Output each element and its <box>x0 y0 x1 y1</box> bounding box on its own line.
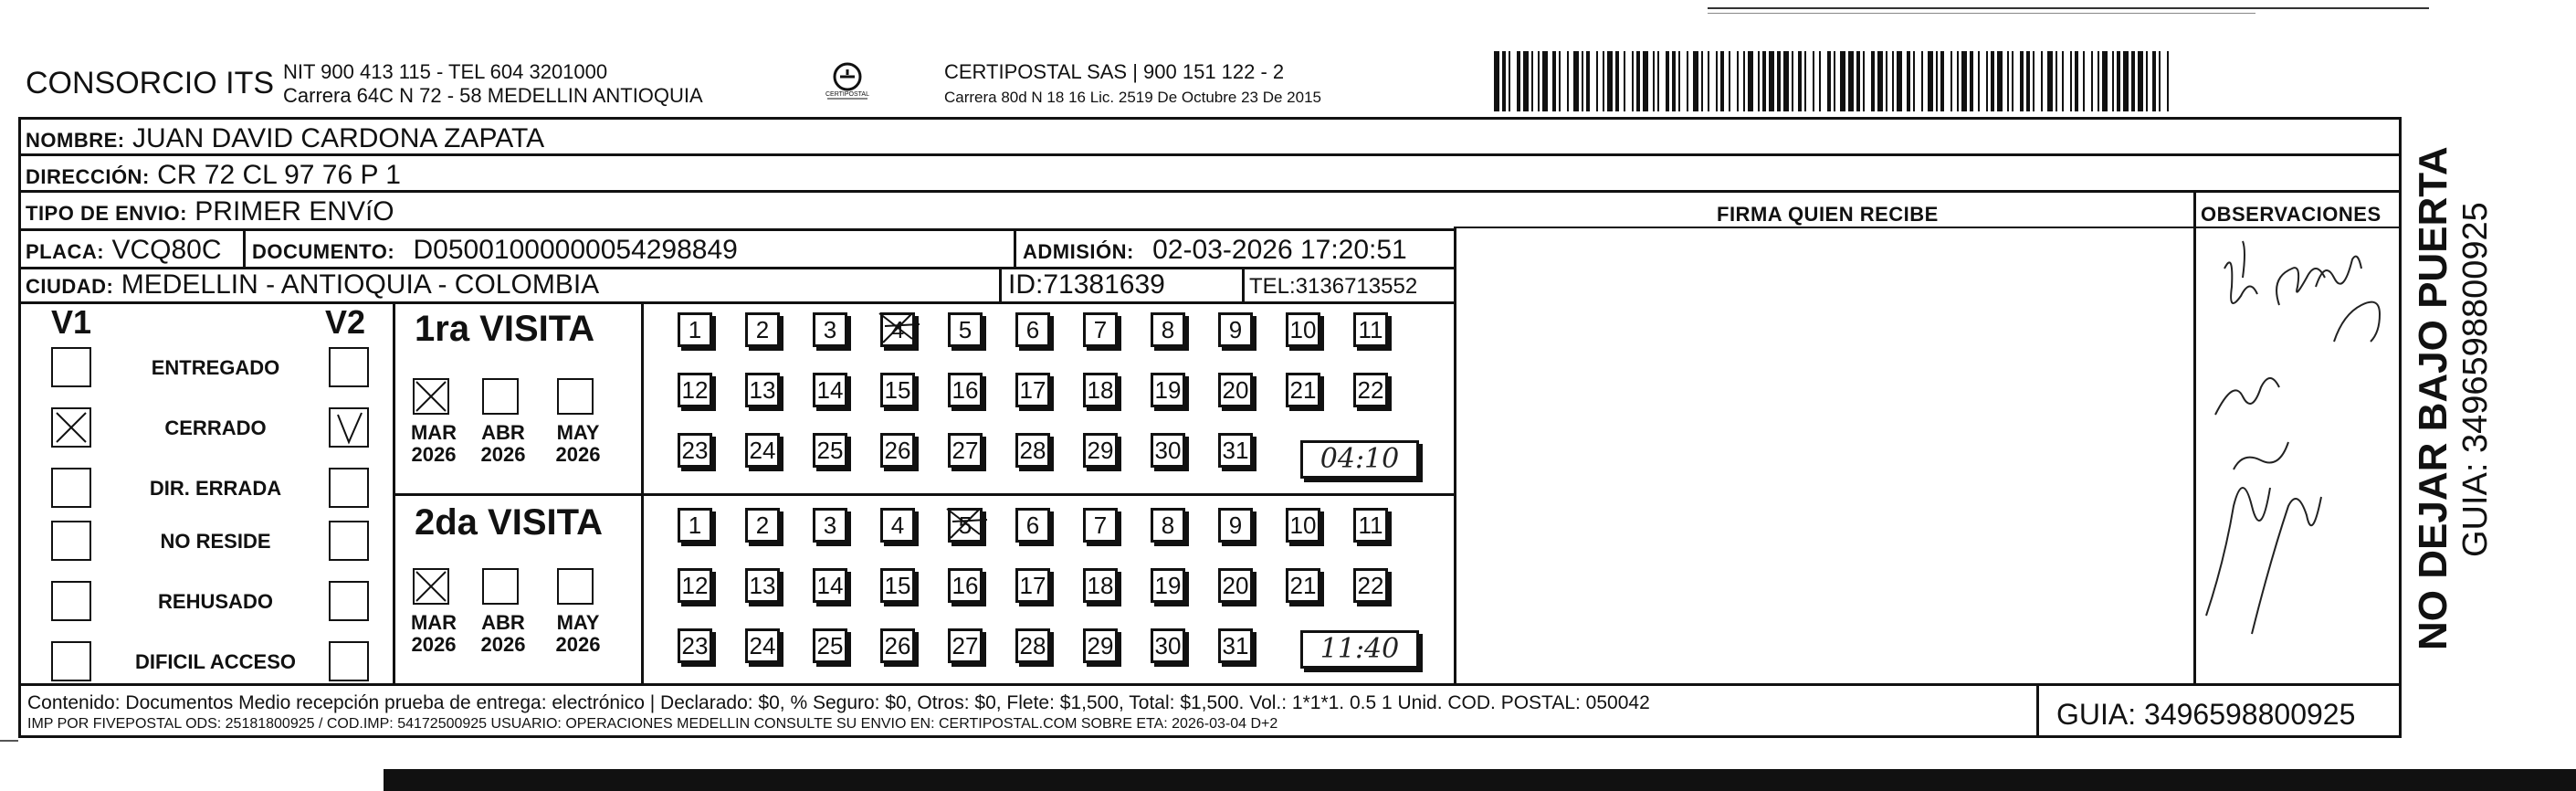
day-box[interactable] <box>745 568 780 603</box>
month-year: 2026 <box>411 633 457 656</box>
col-rule <box>1454 227 1456 683</box>
day-number: 25 <box>816 437 844 464</box>
month-checkbox[interactable] <box>482 568 519 605</box>
day-box[interactable] <box>1286 373 1320 407</box>
day-box[interactable] <box>1083 568 1118 603</box>
day-box[interactable] <box>1218 312 1253 347</box>
month-year: 2026 <box>480 633 526 656</box>
status-label: DIFICIL ACCESO <box>134 650 296 673</box>
day-number: 8 <box>1161 512 1175 539</box>
day-box[interactable] <box>1015 312 1050 347</box>
month-checkbox[interactable] <box>557 568 594 605</box>
day-number: 14 <box>816 572 844 599</box>
day-number: 25 <box>816 632 844 659</box>
month-name: MAR <box>410 611 457 634</box>
day-number: 22 <box>1357 376 1384 404</box>
month-checkbox[interactable] <box>482 378 519 415</box>
day-number: 8 <box>1161 316 1175 343</box>
day-number: 13 <box>749 572 776 599</box>
day-box[interactable] <box>745 312 780 347</box>
day-box[interactable] <box>1286 508 1320 543</box>
day-box[interactable] <box>1151 568 1185 603</box>
day-box[interactable] <box>813 433 847 468</box>
observaciones-header: OBSERVACIONES <box>2201 203 2381 226</box>
day-box[interactable] <box>678 568 712 603</box>
day-box[interactable] <box>678 433 712 468</box>
day-box[interactable] <box>1353 373 1388 407</box>
tel-value: TEL:3136713552 <box>1249 274 1418 299</box>
month-label <box>402 422 466 466</box>
day-number: 29 <box>1087 632 1114 659</box>
day-number: 9 <box>1228 512 1243 539</box>
header-rule <box>1456 227 2402 228</box>
barcode <box>1494 51 2177 113</box>
v2-checkbox[interactable] <box>329 347 369 387</box>
cell-rule <box>999 269 1002 301</box>
day-number: 22 <box>1357 572 1384 599</box>
day-number: 15 <box>884 572 911 599</box>
day-box[interactable] <box>1218 433 1253 468</box>
day-number: 31 <box>1222 437 1249 464</box>
day-number: 27 <box>952 632 979 659</box>
day-number: 29 <box>1087 437 1114 464</box>
day-box[interactable] <box>745 373 780 407</box>
col-rule <box>393 301 395 683</box>
day-number: 7 <box>1093 316 1108 343</box>
month-year: 2026 <box>555 443 601 466</box>
top-rule-thin <box>1708 13 2255 14</box>
logo-text: CERTIPOSTAL <box>825 91 869 98</box>
month-name: ABR <box>481 611 525 634</box>
status-label: REHUSADO <box>158 590 273 613</box>
carrier-name: CERTIPOSTAL SAS | 900 151 122 - 2 <box>944 60 1285 83</box>
day-number: 28 <box>1019 437 1046 464</box>
day-box[interactable] <box>1286 312 1320 347</box>
day-box[interactable] <box>948 568 983 603</box>
day-number: 17 <box>1019 376 1046 404</box>
nombre-label: NOMBRE: <box>26 129 125 152</box>
v1-checkbox[interactable] <box>51 641 91 681</box>
day-number: 21 <box>1289 376 1317 404</box>
day-number: 11 <box>1358 512 1383 539</box>
day-number: 6 <box>1025 316 1040 343</box>
month-label <box>402 612 466 656</box>
col-rule <box>2193 192 2196 683</box>
col-rule <box>641 301 644 683</box>
month-name: ABR <box>481 421 525 444</box>
day-box[interactable] <box>1151 312 1185 347</box>
day-box[interactable] <box>948 508 983 543</box>
day-box[interactable] <box>1151 433 1185 468</box>
nombre-value: JUAN DAVID CARDONA ZAPATA <box>131 123 545 153</box>
cell-rule <box>243 230 246 267</box>
day-box[interactable] <box>745 433 780 468</box>
placa-value: VCQ80C <box>111 235 222 265</box>
day-mark-icon <box>876 308 921 348</box>
day-box[interactable] <box>813 508 847 543</box>
footer-guia: GUIA: 3496598800925 <box>2056 698 2356 731</box>
day-box[interactable] <box>1353 568 1388 603</box>
day-box[interactable] <box>880 508 915 543</box>
direccion-label: DIRECCIÓN: <box>26 165 150 188</box>
day-number: 1 <box>688 512 702 539</box>
day-box[interactable] <box>1083 433 1118 468</box>
day-box[interactable] <box>1083 373 1118 407</box>
direccion-row <box>26 161 401 192</box>
day-number: 21 <box>1289 572 1317 599</box>
visit-divider <box>393 493 1454 496</box>
day-number: 10 <box>1289 512 1317 539</box>
day-number: 10 <box>1289 316 1317 343</box>
day-number: 2 <box>755 512 770 539</box>
row-rule <box>18 228 1454 231</box>
firma-header: FIRMA QUIEN RECIBE <box>1717 203 1939 226</box>
day-box[interactable] <box>880 373 915 407</box>
month-name: MAY <box>556 611 600 634</box>
day-number: 2 <box>755 316 770 343</box>
v1-checkbox[interactable] <box>51 347 91 387</box>
bottom-black-bar <box>384 769 2576 791</box>
month-name: MAR <box>410 421 457 444</box>
day-number: 24 <box>749 632 776 659</box>
top-rule <box>1708 7 2429 9</box>
day-box[interactable] <box>813 628 847 663</box>
day-box[interactable] <box>678 508 712 543</box>
cell-rule <box>1014 230 1016 267</box>
ciudad-value: MEDELLIN - ANTIOQUIA - COLOMBIA <box>121 269 600 300</box>
id-value: ID:71381639 <box>1008 269 1165 300</box>
left-edge-mark <box>0 740 18 742</box>
v1-checkbox[interactable] <box>51 581 91 621</box>
admision-cell <box>1023 236 1407 267</box>
side-warning: NO DEJAR BAJO PUERTA <box>2411 146 2455 650</box>
second-visit-time-box <box>1300 630 1419 669</box>
direccion-value: CR 72 CL 97 76 P 1 <box>157 160 401 190</box>
status-label: ENTREGADO <box>151 356 280 379</box>
day-number: 19 <box>1154 376 1182 404</box>
side-guia: GUIA: 3496598800925 <box>2456 202 2495 557</box>
day-box[interactable] <box>948 433 983 468</box>
company-name: CONSORCIO ITS <box>26 66 275 100</box>
day-box[interactable] <box>1151 508 1185 543</box>
footer-imp: IMP POR FIVEPOSTAL ODS: 25181800925 / COD.IMP: 54172500925 USUARIO: OPERACIONES MEDELLIN CONSULTE SU ENVIO EN: CERTIPOSTAL.COM SOBRE ETA: 2026-03-04 D+2 <box>27 716 1278 732</box>
day-number: 28 <box>1019 632 1046 659</box>
month-label <box>471 612 535 656</box>
v2-checkbox[interactable] <box>329 468 369 508</box>
day-number: 5 <box>958 316 973 343</box>
day-number: 23 <box>681 632 709 659</box>
day-box[interactable] <box>678 628 712 663</box>
documento-cell <box>252 236 738 267</box>
day-box[interactable] <box>678 373 712 407</box>
day-box[interactable] <box>880 312 915 347</box>
day-number: 31 <box>1222 632 1249 659</box>
day-box[interactable] <box>1015 628 1050 663</box>
day-box[interactable] <box>1151 628 1185 663</box>
placa-cell <box>26 236 222 267</box>
day-number: 16 <box>952 376 979 404</box>
observaciones-handwriting <box>2197 232 2402 680</box>
day-number: 18 <box>1087 376 1114 404</box>
footer-rule <box>18 683 2402 686</box>
day-box[interactable] <box>880 568 915 603</box>
month-checkbox[interactable] <box>413 568 449 605</box>
day-box[interactable] <box>1151 373 1185 407</box>
day-number: 19 <box>1154 572 1182 599</box>
day-number: 9 <box>1228 316 1243 343</box>
carrier-address: Carrera 80d N 18 16 Lic. 2519 De Octubre 23 De 2015 <box>944 89 1321 106</box>
day-box[interactable] <box>813 568 847 603</box>
company-address: Carrera 64C N 72 - 58 MEDELLIN ANTIOQUIA <box>283 84 703 107</box>
ciudad-label: CIUDAD: <box>26 275 114 298</box>
second-visit-title: 2da VISITA <box>415 502 603 543</box>
day-number: 26 <box>884 632 911 659</box>
status-label: CERRADO <box>164 417 267 439</box>
company-nit-tel: NIT 900 413 115 - TEL 604 3201000 <box>283 60 608 83</box>
day-mark-icon <box>943 503 989 543</box>
day-number: 4 <box>890 316 905 343</box>
day-number: 20 <box>1222 572 1249 599</box>
admision-label: ADMISIÓN: <box>1023 240 1134 263</box>
day-number: 27 <box>952 437 979 464</box>
v1-label: V1 <box>51 303 92 341</box>
tipo-value: PRIMER ENVíO <box>195 196 394 227</box>
day-number: 23 <box>681 437 709 464</box>
day-number: 24 <box>749 437 776 464</box>
v2-checkbox[interactable] <box>329 641 369 681</box>
tipo-row <box>26 197 394 228</box>
month-checkbox[interactable] <box>413 378 449 415</box>
footer-contenido: Contenido: Documentos Medio recepción prueba de entrega: electrónico | Declarado: $0, % Seguro: $0, Otros: $0, Flete: $1,500, Total: $1,500. Vol.: 1*1*1. 0.5 1 Unid. COD. POSTAL: 050042 <box>27 692 1650 713</box>
documento-label: DOCUMENTO: <box>252 240 395 263</box>
day-number: 11 <box>1358 316 1383 343</box>
day-box[interactable] <box>745 508 780 543</box>
day-number: 12 <box>681 572 709 599</box>
status-label: NO RESIDE <box>160 530 271 553</box>
day-box[interactable] <box>1015 373 1050 407</box>
day-box[interactable] <box>880 628 915 663</box>
day-box[interactable] <box>813 373 847 407</box>
month-label <box>546 422 610 466</box>
day-box[interactable] <box>1218 568 1253 603</box>
day-number: 5 <box>958 512 973 539</box>
day-box[interactable] <box>678 312 712 347</box>
day-number: 15 <box>884 376 911 404</box>
month-year: 2026 <box>555 633 601 656</box>
day-box[interactable] <box>813 312 847 347</box>
month-checkbox[interactable] <box>557 378 594 415</box>
day-box[interactable] <box>1218 508 1253 543</box>
day-box[interactable] <box>745 628 780 663</box>
month-label <box>471 422 535 466</box>
day-box[interactable] <box>1353 508 1388 543</box>
day-box[interactable] <box>1083 628 1118 663</box>
day-number: 13 <box>749 376 776 404</box>
day-box[interactable] <box>1015 508 1050 543</box>
day-box[interactable] <box>1083 508 1118 543</box>
v1-checkbox[interactable] <box>51 521 91 561</box>
day-number: 30 <box>1154 437 1182 464</box>
day-number: 1 <box>688 316 702 343</box>
day-box[interactable] <box>1286 568 1320 603</box>
day-number: 26 <box>884 437 911 464</box>
nombre-row <box>26 124 544 155</box>
month-year: 2026 <box>480 443 526 466</box>
month-name: MAY <box>556 421 600 444</box>
day-number: 7 <box>1093 512 1108 539</box>
day-box[interactable] <box>1218 628 1253 663</box>
admision-value: 02-03-2026 17:20:51 <box>1152 235 1407 265</box>
day-number: 3 <box>823 316 837 343</box>
day-number: 30 <box>1154 632 1182 659</box>
day-box[interactable] <box>1218 373 1253 407</box>
day-box[interactable] <box>1083 312 1118 347</box>
day-number: 17 <box>1019 572 1046 599</box>
day-box[interactable] <box>948 312 983 347</box>
certipostal-logo <box>822 58 873 108</box>
status-label: DIR. ERRADA <box>149 477 282 500</box>
day-box[interactable] <box>948 628 983 663</box>
month-label <box>546 612 610 656</box>
footer-col-rule <box>2036 685 2039 738</box>
first-visit-title: 1ra VISITA <box>415 309 595 349</box>
cell-rule <box>1242 269 1245 301</box>
documento-value: D05001000000054298849 <box>413 235 738 265</box>
day-number: 4 <box>890 512 905 539</box>
day-number: 6 <box>1025 512 1040 539</box>
second-visit-time: 11:40 <box>1320 633 1400 665</box>
tipo-label: TIPO DE ENVIO: <box>26 202 187 225</box>
day-number: 12 <box>681 376 709 404</box>
v1-checkbox[interactable] <box>51 407 91 448</box>
day-number: 16 <box>952 572 979 599</box>
day-box[interactable] <box>948 373 983 407</box>
first-visit-time-box <box>1300 440 1419 479</box>
first-visit-time: 04:10 <box>1320 443 1400 475</box>
day-box[interactable] <box>1015 433 1050 468</box>
v2-checkbox[interactable] <box>329 407 369 448</box>
placa-label: PLACA: <box>26 240 105 263</box>
ciudad-cell <box>26 270 599 301</box>
day-box[interactable] <box>1015 568 1050 603</box>
day-number: 20 <box>1222 376 1249 404</box>
v1-checkbox[interactable] <box>51 468 91 508</box>
day-number: 14 <box>816 376 844 404</box>
day-number: 3 <box>823 512 837 539</box>
v2-checkbox[interactable] <box>329 581 369 621</box>
day-number: 18 <box>1087 572 1114 599</box>
row-rule <box>18 301 1454 304</box>
day-box[interactable] <box>880 433 915 468</box>
day-box[interactable] <box>1353 312 1388 347</box>
v2-label: V2 <box>325 303 366 341</box>
v2-checkbox[interactable] <box>329 521 369 561</box>
month-year: 2026 <box>411 443 457 466</box>
